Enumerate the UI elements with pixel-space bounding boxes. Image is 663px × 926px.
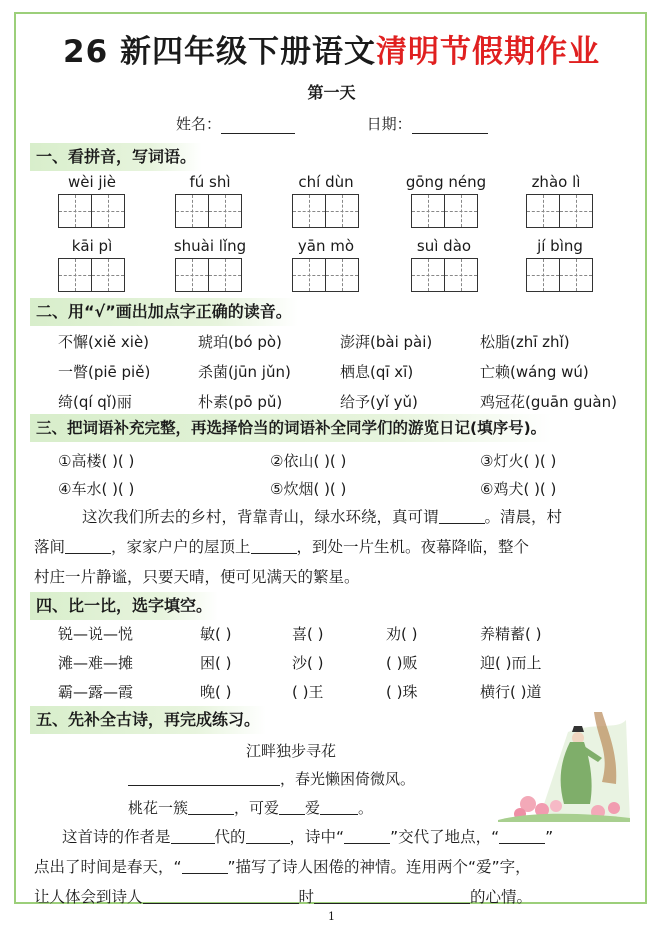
poem-line-2: 桃花一簇 ，可爱 爱 。	[128, 799, 374, 817]
char-group: 霸—露—霞	[58, 683, 134, 701]
section-5-heading: 五、先补全古诗，再完成练习。	[30, 706, 266, 734]
idiom-item[interactable]: ①高楼( )( )	[58, 452, 135, 470]
pinyin: kāi pì	[71, 237, 113, 255]
idiom-item[interactable]: ③灯火( )( )	[480, 452, 557, 470]
fill-item[interactable]: 横行( )道	[480, 683, 542, 701]
tianzi-grid[interactable]	[175, 258, 243, 292]
char-group: 锐—说—悦	[58, 625, 134, 643]
tianzi-grid[interactable]	[411, 258, 479, 292]
fill-item[interactable]: 劝( )	[386, 625, 418, 643]
name-label: 姓名：	[176, 115, 222, 133]
fill-item[interactable]: 迎( )而上	[480, 654, 542, 672]
pinyin: fú shì	[189, 173, 231, 191]
answer-blank[interactable]	[320, 799, 358, 815]
answer-blank[interactable]	[314, 888, 470, 905]
fill-item[interactable]: 养精蓄( )	[480, 625, 542, 643]
answer-blank[interactable]	[499, 828, 545, 845]
reading-item[interactable]: 澎湃(bài pài)	[340, 333, 433, 351]
reading-item[interactable]: 栖息(qī xī)	[340, 363, 414, 381]
section-3-heading: 三、把词语补充完整，再选择恰当的词语补全同学们的游览日记(填序号)。	[30, 414, 552, 442]
answer-blank[interactable]	[188, 799, 234, 815]
tianzi-grid[interactable]	[292, 258, 360, 292]
reading-item[interactable]: 给予(yǐ yǔ)	[340, 393, 418, 411]
answer-blank[interactable]	[182, 858, 228, 875]
fill-item[interactable]: ( )珠	[386, 683, 418, 701]
answer-blank[interactable]	[246, 828, 290, 845]
reading-item[interactable]: 杀菌(jūn jǔn)	[198, 363, 291, 381]
day-label: 第一天	[307, 83, 356, 102]
reading-item[interactable]: 鸡冠花(guān guàn)	[480, 393, 617, 411]
tianzi-grid[interactable]	[58, 194, 126, 228]
fill-item[interactable]: 沙( )	[292, 654, 324, 672]
answer-blank[interactable]	[65, 538, 111, 555]
tianzi-grid[interactable]	[526, 258, 594, 292]
reading-item[interactable]: 一瞥(piē piě)	[58, 363, 151, 381]
poem-line-1: ，春光懒困倚微风。	[128, 768, 415, 789]
diary-paragraph: 这次我们所去的乡村，背靠青山，绿水环绕，真可谓 。清晨，村 落间 ，家家户户的屋顶上 ，到处一片生机。夜幕降临，整个 村庄一片静谧，只要天晴，便可见满天的繁星。	[34, 508, 563, 586]
reading-item[interactable]: 亡赖(wáng wú)	[480, 363, 589, 381]
answer-blank[interactable]	[279, 799, 305, 815]
idiom-item[interactable]: ④车水( )( )	[58, 480, 135, 498]
pinyin: shuài lǐng	[173, 237, 247, 255]
reading-item[interactable]: 绮(qí qǐ)丽	[58, 393, 132, 411]
fill-item[interactable]: 喜( )	[292, 625, 324, 643]
answer-blank[interactable]	[251, 538, 297, 555]
idiom-item[interactable]: ②依山( )( )	[270, 452, 347, 470]
pinyin: jí bìng	[537, 237, 583, 255]
reading-item[interactable]: 不懈(xiě xiè)	[58, 333, 150, 351]
fill-item[interactable]: 晚( )	[200, 683, 232, 701]
poet-illustration	[498, 712, 630, 822]
fill-item[interactable]: 敏( )	[200, 625, 232, 643]
date-label: 日期：	[366, 115, 412, 133]
section-4-heading: 四、比一比，选字填空。	[30, 592, 218, 620]
poem-title: 江畔独步寻花	[246, 742, 337, 760]
pinyin: suì dào	[416, 237, 472, 255]
answer-blank[interactable]	[128, 770, 280, 786]
pinyin: zhào lì	[531, 173, 581, 191]
tianzi-grid[interactable]	[411, 194, 479, 228]
answer-blank[interactable]	[344, 828, 390, 845]
char-group: 滩—难—摊	[58, 654, 134, 672]
idiom-item[interactable]: ⑤炊烟( )( )	[270, 480, 347, 498]
poem-questions: 这首诗的作者是 代的 ，诗中“ ”交代了地点，“ ” 点出了时间是春天，“ ”描写了诗人困倦的神情。连用两个“爱”字， 让人体会到诗人 时 的心情。	[34, 828, 554, 906]
pinyin: yān mò	[297, 237, 355, 255]
date-field[interactable]	[412, 117, 488, 134]
tianzi-grid[interactable]	[175, 194, 243, 228]
section-2-heading: 二、用“√”画出加点字正确的读音。	[30, 298, 298, 326]
idiom-item[interactable]: ⑥鸡犬( )( )	[480, 480, 557, 498]
pinyin: gōng néng	[405, 173, 487, 191]
tianzi-grid[interactable]	[58, 258, 126, 292]
reading-item[interactable]: 琥珀(bó pò)	[198, 333, 282, 351]
answer-blank[interactable]	[171, 828, 215, 845]
tianzi-grid[interactable]	[526, 194, 594, 228]
fill-item[interactable]: 困( )	[200, 654, 232, 672]
reading-item[interactable]: 朴素(pō pǔ)	[198, 393, 283, 411]
answer-blank[interactable]	[439, 508, 485, 525]
answer-blank[interactable]	[143, 888, 299, 905]
section-1-heading: 一、看拼音，写词语。	[30, 143, 202, 171]
pinyin: chí dùn	[298, 173, 354, 191]
page-number: 1	[328, 910, 335, 923]
pinyin: wèi jiè	[68, 173, 116, 191]
tianzi-grid[interactable]	[292, 194, 360, 228]
page-title: 26 新四年级下册语文清明节假期作业	[63, 34, 600, 70]
name-date-row	[176, 113, 488, 134]
name-field[interactable]	[221, 117, 295, 134]
reading-item[interactable]: 松脂(zhī zhǐ)	[480, 333, 570, 351]
fill-item[interactable]: ( )贩	[386, 654, 418, 672]
fill-item[interactable]: ( )王	[292, 683, 324, 701]
